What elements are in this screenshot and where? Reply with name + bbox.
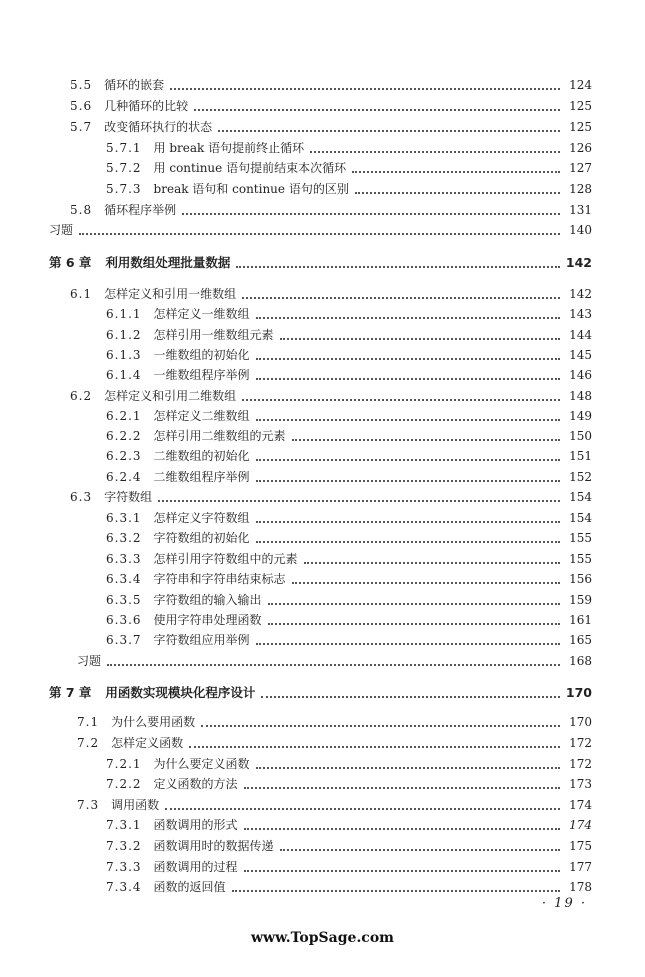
toc-entry-exercises-5[interactable] xyxy=(49,220,592,240)
dot-leader xyxy=(292,437,560,441)
toc-number: 6.1 xyxy=(70,287,93,301)
toc-title: 定义函数的方法 xyxy=(153,777,238,791)
toc-entry-5-7-2[interactable] xyxy=(106,158,592,178)
dot-leader xyxy=(355,190,560,194)
toc-title: 一维数组的初始化 xyxy=(153,348,250,362)
toc-entry-6-1-3[interactable] xyxy=(106,345,592,365)
toc-number: 6.1.4 xyxy=(106,368,142,382)
dot-leader xyxy=(280,336,560,340)
dot-leader xyxy=(107,662,560,666)
toc-title: 函数调用的形式 xyxy=(153,818,238,832)
toc-title: 怎样定义二维数组 xyxy=(153,409,250,423)
toc-entry-6-3-2[interactable] xyxy=(106,528,592,548)
toc-entry-6-3-5[interactable] xyxy=(106,590,592,610)
dot-leader xyxy=(242,295,560,299)
toc-number: 7.2.1 xyxy=(106,757,142,771)
toc-title: 调用函数 xyxy=(111,798,160,812)
dot-leader xyxy=(189,744,560,748)
toc-number: 6.3.5 xyxy=(106,593,142,607)
toc-title: 用 break 语句提前终止循环 xyxy=(153,141,305,155)
toc-entry-7-1[interactable] xyxy=(77,712,592,732)
toc-number: 7.3.1 xyxy=(106,818,142,832)
toc-entry-6-1[interactable] xyxy=(70,284,592,304)
toc-title: 二维数组程序举例 xyxy=(153,470,250,484)
toc-page: 175 xyxy=(569,839,592,853)
toc-entry-6-1-2[interactable] xyxy=(106,325,592,345)
toc-number: 6.3.3 xyxy=(106,552,142,566)
dot-leader xyxy=(268,621,560,625)
dot-leader xyxy=(256,641,560,645)
toc-entry-5-6[interactable] xyxy=(70,96,592,116)
toc-title: 函数调用时的数据传递 xyxy=(153,839,274,853)
toc-page: 140 xyxy=(569,223,592,237)
dot-leader xyxy=(194,107,560,111)
toc-title: 怎样引用字符数组中的元素 xyxy=(153,552,298,566)
toc-entry-7-2-2[interactable] xyxy=(106,774,592,794)
toc-number: 6.3.1 xyxy=(106,511,142,525)
dot-leader xyxy=(256,478,560,482)
toc-page: 154 xyxy=(569,490,592,504)
toc-entry-6-1-1[interactable] xyxy=(106,304,592,324)
toc-page: 154 xyxy=(569,511,592,525)
toc-page: 125 xyxy=(569,99,592,113)
toc-page: 142 xyxy=(565,255,592,270)
toc-number: 7.3.2 xyxy=(106,839,142,853)
toc-title: 循环程序举例 xyxy=(104,203,177,217)
toc-title: 字符串和字符串结束标志 xyxy=(153,572,286,586)
toc-number: 6.3.2 xyxy=(106,531,142,545)
toc-page: 168 xyxy=(569,654,592,668)
toc-title: 怎样定义一维数组 xyxy=(153,307,250,321)
dot-leader xyxy=(268,601,560,605)
dot-leader xyxy=(256,519,560,523)
toc-entry-6-2-2[interactable] xyxy=(106,426,592,446)
toc-title: 习题 xyxy=(49,223,74,237)
toc-title: 字符数组 xyxy=(104,490,153,504)
toc-title: 几种循环的比较 xyxy=(104,99,189,113)
toc-entry-5-7-1[interactable] xyxy=(106,138,592,158)
dot-leader xyxy=(218,128,560,132)
toc-number: 6.1.3 xyxy=(106,348,142,362)
toc-page: 159 xyxy=(569,593,592,607)
toc-page: 127 xyxy=(569,161,592,175)
toc-page: 174 xyxy=(569,798,592,812)
toc-page: 146 xyxy=(569,368,592,382)
chapter-title: 用函数实现模块化程序设计 xyxy=(105,685,256,700)
dot-leader xyxy=(165,806,560,810)
toc-number: 6.1.2 xyxy=(106,328,142,342)
toc-title: 怎样定义和引用一维数组 xyxy=(104,287,237,301)
toc-title: break 语句和 continue 语句的区别 xyxy=(153,182,349,196)
toc-number: 6.2 xyxy=(70,389,93,403)
toc-entry-6-3-3[interactable] xyxy=(106,549,592,569)
dot-leader xyxy=(256,376,560,380)
toc-entry-7-3-2[interactable] xyxy=(106,836,592,856)
toc-page: 151 xyxy=(569,449,592,463)
toc-entry-5-8[interactable] xyxy=(70,200,592,220)
toc-entry-5-7[interactable] xyxy=(70,117,592,137)
toc-number: 6.2.3 xyxy=(106,449,142,463)
toc-entry-7-2[interactable] xyxy=(77,733,592,753)
toc-title: 函数调用的过程 xyxy=(153,860,238,874)
toc-number: 6.3 xyxy=(70,490,93,504)
toc-title: 怎样定义和引用二维数组 xyxy=(104,389,237,403)
toc-entry-5-7-3[interactable] xyxy=(106,179,592,199)
toc-page: 131 xyxy=(569,203,592,217)
toc-page: 126 xyxy=(569,141,592,155)
toc-entry-6-1-4[interactable] xyxy=(106,365,592,385)
toc-number: 6.3.7 xyxy=(106,633,142,647)
toc-number: 7.3.4 xyxy=(106,880,142,894)
dot-leader xyxy=(256,765,560,769)
toc-page: 152 xyxy=(569,470,592,484)
toc-entry-6-2[interactable] xyxy=(70,386,592,406)
toc-page: 156 xyxy=(569,572,592,586)
dot-leader xyxy=(304,560,560,564)
toc-title: 怎样定义字符数组 xyxy=(153,511,250,525)
toc-number: 5.7.2 xyxy=(106,161,142,175)
toc-title: 怎样定义函数 xyxy=(111,736,184,750)
chapter-number: 第 7 章 xyxy=(49,685,92,700)
toc-entry-6-2-4[interactable] xyxy=(106,467,592,487)
dot-leader xyxy=(244,868,560,872)
toc-entry-7-3-1[interactable] xyxy=(106,815,592,835)
toc-page: 125 xyxy=(569,120,592,134)
toc-entry-6-3-4[interactable] xyxy=(106,569,592,589)
toc-title: 二维数组的初始化 xyxy=(153,449,250,463)
chapter-title: 利用数组处理批量数据 xyxy=(105,255,231,270)
dot-leader xyxy=(256,539,560,543)
toc-number: 6.3.6 xyxy=(106,613,142,627)
toc-page: 128 xyxy=(569,182,592,196)
toc-page: 155 xyxy=(569,531,592,545)
toc-page: 172 xyxy=(569,736,592,750)
toc-number: 5.7.3 xyxy=(106,182,142,196)
toc-chapter-7[interactable] xyxy=(49,683,592,703)
dot-leader xyxy=(256,356,560,360)
toc-entry-7-3-4[interactable] xyxy=(106,877,592,897)
toc-title: 使用字符串处理函数 xyxy=(153,613,262,627)
toc-title: 习题 xyxy=(77,654,102,668)
toc-number: 6.3.4 xyxy=(106,572,142,586)
watermark-text: www.TopSage.com xyxy=(251,930,394,946)
toc-title: 函数的返回值 xyxy=(153,880,226,894)
toc-page: 161 xyxy=(569,613,592,627)
toc-chapter-6[interactable] xyxy=(49,253,592,273)
toc-page: 149 xyxy=(569,409,592,423)
toc-page: 145 xyxy=(569,348,592,362)
dot-leader xyxy=(170,86,560,90)
toc-page: 165 xyxy=(569,633,592,647)
dot-leader xyxy=(244,785,560,789)
page-number: · 19 · xyxy=(541,896,587,911)
toc-number: 7.2 xyxy=(77,736,100,750)
toc-entry-6-3-1[interactable] xyxy=(106,508,592,528)
toc-entry-6-2-3[interactable] xyxy=(106,446,592,466)
toc-number: 7.3 xyxy=(77,798,100,812)
toc-number: 7.1 xyxy=(77,715,100,729)
dot-leader xyxy=(158,498,560,502)
toc-title: 为什么要用函数 xyxy=(111,715,196,729)
toc-title: 为什么要定义函数 xyxy=(153,757,250,771)
toc-entry-5-5[interactable] xyxy=(70,75,592,95)
toc-number: 6.1.1 xyxy=(106,307,142,321)
toc-title: 字符数组的初始化 xyxy=(153,531,250,545)
dot-leader xyxy=(292,580,560,584)
toc-page: 170 xyxy=(565,685,592,700)
toc-page: 178 xyxy=(569,880,592,894)
toc-title: 怎样引用一维数组元素 xyxy=(153,328,274,342)
dot-leader xyxy=(280,847,560,851)
toc-title: 字符数组应用举例 xyxy=(153,633,250,647)
toc-page: 173 xyxy=(569,777,592,791)
dot-leader xyxy=(256,417,560,421)
toc-page: 172 xyxy=(569,757,592,771)
toc-title: 怎样引用二维数组的元素 xyxy=(153,429,286,443)
dot-leader xyxy=(256,315,560,319)
toc-entry-exercises-6[interactable] xyxy=(77,651,592,671)
toc-entry-7-2-1[interactable] xyxy=(106,754,592,774)
toc-entry-6-3-6[interactable] xyxy=(106,610,592,630)
dot-leader xyxy=(182,211,560,215)
toc-entry-7-3[interactable] xyxy=(77,795,592,815)
dot-leader xyxy=(244,826,560,830)
toc-page: 150 xyxy=(569,429,592,443)
dot-leader xyxy=(352,169,560,173)
toc-title: 用 continue 语句提前结束本次循环 xyxy=(153,161,347,175)
dot-leader xyxy=(201,723,560,727)
toc-page: 148 xyxy=(569,389,592,403)
dot-leader xyxy=(242,397,560,401)
toc-entry-6-2-1[interactable] xyxy=(106,406,592,426)
toc-page: 174 xyxy=(569,818,592,832)
toc-title: 字符数组的输入输出 xyxy=(153,593,262,607)
dot-leader xyxy=(232,888,560,892)
toc-page: 143 xyxy=(569,307,592,321)
toc-title: 改变循环执行的状态 xyxy=(104,120,213,134)
toc-page: 177 xyxy=(569,860,592,874)
toc-number: 7.2.2 xyxy=(106,777,142,791)
toc-number: 5.7.1 xyxy=(106,141,142,155)
toc-number: 5.5 xyxy=(70,78,93,92)
toc-number: 6.2.2 xyxy=(106,429,142,443)
toc-page: 170 xyxy=(569,715,592,729)
toc-number: 6.2.4 xyxy=(106,470,142,484)
toc-page: 142 xyxy=(569,287,592,301)
toc-number: 5.8 xyxy=(70,203,93,217)
toc-entry-6-3-7[interactable] xyxy=(106,630,592,650)
toc-number: 6.2.1 xyxy=(106,409,142,423)
toc-entry-6-3[interactable] xyxy=(70,487,592,507)
dot-leader xyxy=(261,694,559,698)
toc-number: 5.6 xyxy=(70,99,93,113)
toc-number: 5.7 xyxy=(70,120,93,134)
dot-leader xyxy=(256,457,560,461)
dot-leader xyxy=(79,231,560,235)
toc-title: 一维数组程序举例 xyxy=(153,368,250,382)
toc-page: 124 xyxy=(569,78,592,92)
toc-number: 7.3.3 xyxy=(106,860,142,874)
toc-page: 155 xyxy=(569,552,592,566)
toc-entry-7-3-3[interactable] xyxy=(106,857,592,877)
toc-title: 循环的嵌套 xyxy=(104,78,165,92)
dot-leader xyxy=(310,149,560,153)
toc-page: 144 xyxy=(569,328,592,342)
dot-leader xyxy=(236,264,559,268)
chapter-number: 第 6 章 xyxy=(49,255,92,270)
